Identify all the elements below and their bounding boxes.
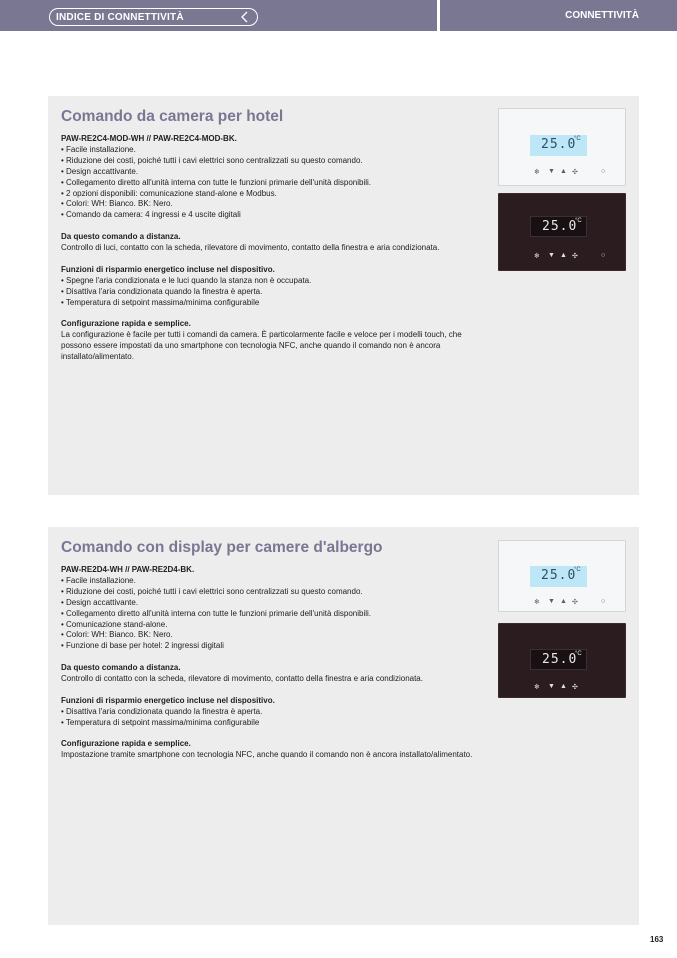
saving-heading: Funzioni di risparmio energetico incluse nel dispositivo.	[61, 695, 275, 705]
feature-item: • Collegamento diretto all'unità interna con tutte le funzioni primarie dell'unità disponibili.	[61, 177, 372, 187]
saving-item: • Disattiva l'aria condizionata quando la finestra è aperta.	[61, 706, 263, 716]
model-codes: PAW-RE2C4-MOD-WH // PAW-RE2C4-MOD-BK.	[61, 134, 237, 143]
remote-heading: Da questo comando a distanza.	[61, 232, 181, 242]
temperature-readout: 25.0	[542, 219, 578, 234]
down-arrow-icon: ▼	[548, 252, 555, 259]
feature-item: • Riduzione dei costi, poiché tutti i cavi elettrici sono centralizzati su questo comando.	[61, 155, 363, 165]
down-arrow-icon: ▼	[548, 168, 555, 175]
fan-icon: ✣	[572, 684, 578, 691]
power-icon: ○	[601, 168, 606, 175]
up-arrow-icon: ▲	[560, 598, 567, 605]
mode-icon: ❄	[534, 599, 540, 606]
saving-item: • Temperatura di setpoint massima/minima configurabile	[61, 297, 260, 307]
page-number: 163	[650, 935, 664, 944]
remote-text: Controllo di contatto con la scheda, rilevatore di movimento, contatto della finestra e aria condizionata.	[61, 674, 423, 684]
product-title: Comando con display per camere d'albergo	[61, 539, 383, 556]
feature-item: • Comunicazione stand-alone.	[61, 619, 168, 629]
down-arrow-icon: ▼	[548, 598, 555, 605]
device-screen	[530, 566, 587, 587]
device-image-white	[498, 108, 626, 186]
temperature-readout: 25.0	[542, 652, 578, 667]
device-buttons	[534, 252, 614, 262]
feature-item: • Design accattivante.	[61, 166, 139, 176]
up-arrow-icon: ▲	[560, 683, 567, 690]
device-image-white	[498, 540, 626, 612]
feature-item: • Colori: WH: Bianco. BK: Nero.	[61, 199, 173, 209]
saving-item: • Temperatura di setpoint massima/minima configurabile	[61, 717, 260, 727]
index-label: INDICE DI CONNETTIVITÀ	[56, 12, 184, 23]
remote-heading: Da questo comando a distanza.	[61, 663, 181, 673]
up-arrow-icon: ▲	[560, 168, 567, 175]
device-screen	[530, 649, 587, 670]
feature-item: • Comando da camera: 4 ingressi e 4 uscite digitali	[61, 210, 241, 220]
feature-item: • Funzione di base per hotel: 2 ingressi digitali	[61, 641, 224, 651]
device-buttons	[534, 168, 614, 178]
feature-item: • Design accattivante.	[61, 597, 139, 607]
header-divider	[437, 0, 440, 31]
remote-text: Controllo di luci, contatto con la scheda, rilevatore di movimento, contatto della finestra e aria condizionata.	[61, 243, 440, 253]
fan-icon: ✣	[572, 599, 578, 606]
config-heading: Configurazione rapida e semplice.	[61, 319, 191, 329]
fan-icon: ✣	[572, 253, 578, 260]
feature-item: • Facile installazione.	[61, 144, 136, 154]
model-codes: PAW-RE2D4-WH // PAW-RE2D4-BK.	[61, 565, 195, 574]
feature-item: • Colori: WH: Bianco. BK: Nero.	[61, 630, 173, 640]
mode-icon: ❄	[534, 253, 540, 260]
down-arrow-icon: ▼	[548, 683, 555, 690]
device-buttons	[534, 683, 614, 693]
device-screen	[530, 216, 587, 237]
top-bar	[0, 0, 677, 31]
saving-item: • Disattiva l'aria condizionata quando la finestra è aperta.	[61, 286, 263, 296]
device-screen	[530, 135, 587, 156]
power-icon: ○	[601, 598, 606, 605]
device-image-black	[498, 623, 626, 698]
temperature-readout: 25.0	[541, 568, 577, 583]
feature-item: • Collegamento diretto all'unità interna con tutte le funzioni primarie dell'unità disponibili.	[61, 608, 372, 618]
config-text: Impostazione tramite smartphone con tecnologia NFC, anche quando il comando non è ancora installato/alimentato.	[61, 750, 473, 760]
saving-item: • Spegne l'aria condizionata e le luci quando la stanza non è occupata.	[61, 275, 312, 285]
device-buttons	[534, 598, 614, 608]
mode-icon: ❄	[534, 169, 540, 176]
section-label: CONNETTIVITÀ	[565, 10, 639, 21]
config-heading: Configurazione rapida e semplice.	[61, 739, 191, 749]
fan-icon: ✣	[572, 169, 578, 176]
product-panel-hotel-display-control	[48, 527, 639, 925]
chevron-left-icon	[239, 11, 251, 23]
device-image-black	[498, 193, 626, 271]
product-description	[61, 134, 491, 363]
feature-item: • 2 opzioni disponibili: comunicazione stand-alone e Modbus.	[61, 188, 277, 198]
temperature-unit: °C	[574, 136, 581, 142]
saving-heading: Funzioni di risparmio energetico incluse nel dispositivo.	[61, 264, 275, 274]
mode-icon: ❄	[534, 684, 540, 691]
product-description	[61, 565, 491, 761]
product-panel-hotel-room-control	[48, 96, 639, 495]
temperature-readout: 25.0	[541, 137, 577, 152]
up-arrow-icon: ▲	[560, 252, 567, 259]
temperature-unit: °C	[575, 218, 582, 224]
product-title: Comando da camera per hotel	[61, 108, 284, 125]
config-text: La configurazione è facile per tutti i comandi da camera. È particolarmente facile e veloce per i modelli touch, che possono essere impostati da uno smartphone con tecnologia NFC, anche quando il comando non è ancora installato/alimentato.	[61, 330, 462, 362]
feature-item: • Facile installazione.	[61, 575, 136, 585]
index-button[interactable]	[49, 8, 258, 26]
power-icon: ○	[601, 252, 606, 259]
feature-item: • Riduzione dei costi, poiché tutti i cavi elettrici sono centralizzati su questo comando.	[61, 586, 363, 596]
temperature-unit: °C	[574, 567, 581, 573]
temperature-unit: °C	[575, 651, 582, 657]
